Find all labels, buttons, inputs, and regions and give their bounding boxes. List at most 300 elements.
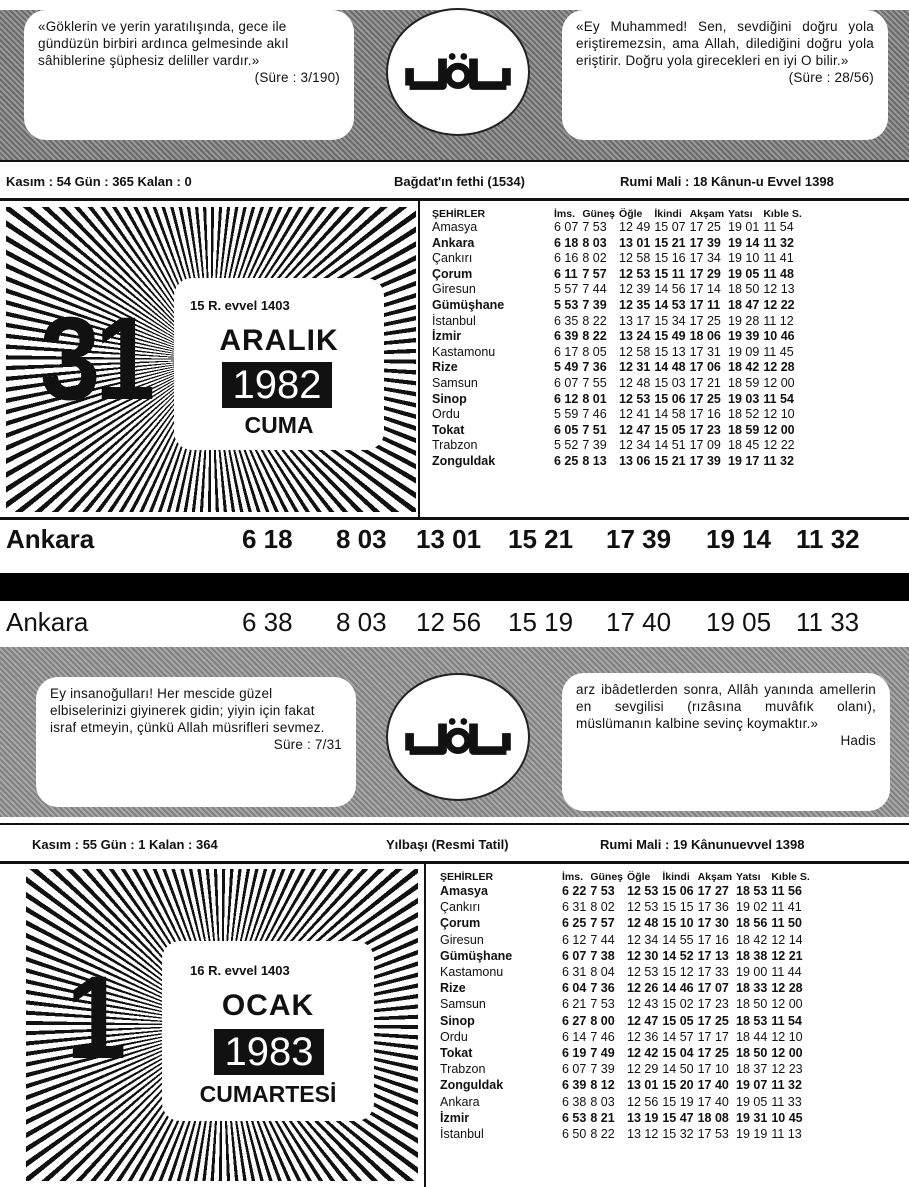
prayer-time: 17 16 xyxy=(689,407,721,422)
prayer-time: 17 21 xyxy=(689,375,721,390)
quote-left-2 xyxy=(36,677,356,807)
table-row xyxy=(440,932,814,948)
strip-time: 19 05 xyxy=(706,607,772,637)
city-name: Samsun xyxy=(440,997,486,1012)
strip-time: 12 56 xyxy=(416,607,482,637)
quote-left-ref: (Süre : 3/190) xyxy=(254,70,340,85)
table-row xyxy=(440,899,814,915)
prayer-time: 7 57 xyxy=(582,266,607,281)
column-header: Güneş xyxy=(590,871,624,883)
city-name: Rize xyxy=(440,981,466,996)
table-row xyxy=(432,438,806,454)
prayer-time: 6 07 xyxy=(562,948,587,963)
prayer-time: 7 36 xyxy=(590,981,615,996)
prayer-time: 15 06 xyxy=(662,884,694,898)
prayer-time: 12 39 xyxy=(619,282,651,297)
prayer-time: 17 25 xyxy=(689,313,721,328)
prayer-time: 18 59 xyxy=(728,375,760,390)
prayer-time: 6 07 xyxy=(554,375,579,390)
prayer-time: 15 06 xyxy=(654,391,686,406)
prayer-time: 12 00 xyxy=(771,997,803,1012)
prayer-time: 6 53 xyxy=(562,1110,587,1125)
prayer-time: 17 53 xyxy=(697,1127,729,1142)
prayer-time: 17 13 xyxy=(697,948,729,963)
column-header: ŞEHİRLER xyxy=(440,871,494,883)
prayer-time: 18 53 xyxy=(736,884,768,898)
prayer-time: 6 25 xyxy=(554,453,579,468)
prayer-time: 11 32 xyxy=(763,235,794,250)
prayer-time: 18 53 xyxy=(736,1013,768,1028)
strip-time: 17 40 xyxy=(606,607,672,637)
table-row xyxy=(432,360,806,376)
table-row xyxy=(440,1110,814,1126)
featured-city-strip-2 xyxy=(6,607,906,643)
prayer-time: 12 14 xyxy=(771,932,803,947)
prayer-time: 10 46 xyxy=(763,329,795,344)
table-row xyxy=(440,964,814,980)
prayer-time: 15 20 xyxy=(662,1078,694,1093)
prayer-time: 17 25 xyxy=(697,1046,729,1061)
strip-time: 11 33 xyxy=(796,607,860,637)
city-name: Trabzon xyxy=(440,1062,486,1077)
city-name: Çorum xyxy=(432,266,473,281)
table-row xyxy=(440,948,814,964)
prayer-time: 5 59 xyxy=(554,407,579,422)
city-name: Rize xyxy=(432,360,458,375)
prayer-time: 11 54 xyxy=(763,220,794,234)
year-badge: 1982 xyxy=(222,362,332,408)
prayer-time: 12 56 xyxy=(627,1094,659,1109)
city-name: Gümüşhane xyxy=(432,297,505,312)
prayer-time: 11 33 xyxy=(771,1094,802,1109)
column-header: Öğle xyxy=(619,208,643,220)
city-name: İstanbul xyxy=(432,313,476,328)
prayer-time: 5 57 xyxy=(554,282,579,297)
city-name: Kastamonu xyxy=(432,344,496,359)
month-name: ARALIK xyxy=(219,324,339,357)
prayer-time: 12 42 xyxy=(627,1046,659,1061)
column-header: Akşam xyxy=(689,208,725,220)
prayer-time: 17 25 xyxy=(697,1013,729,1028)
prayer-time: 17 10 xyxy=(697,1062,729,1077)
dog-publisher-logo-icon-2 xyxy=(386,673,530,801)
prayer-time: 17 36 xyxy=(697,900,729,915)
city-name: Giresun xyxy=(440,932,484,947)
prayer-time: 8 21 xyxy=(590,1110,615,1125)
prayer-time: 6 12 xyxy=(554,391,579,406)
prayer-time: 17 40 xyxy=(697,1078,729,1093)
prayer-time: 12 53 xyxy=(627,884,659,898)
prayer-time: 12 41 xyxy=(619,407,651,422)
prayer-time: 12 47 xyxy=(619,422,651,437)
prayer-time: 8 22 xyxy=(590,1127,615,1142)
prayer-time: 14 53 xyxy=(654,297,686,312)
table-row xyxy=(432,329,806,345)
quote-left xyxy=(24,10,354,140)
city-name: Samsun xyxy=(432,375,478,390)
city-name: Tokat xyxy=(432,422,465,437)
table-row xyxy=(432,282,806,298)
table-row xyxy=(432,314,806,330)
prayer-time: 15 16 xyxy=(654,251,686,266)
column-header: Kıble S. xyxy=(763,208,802,220)
prayer-time: 8 12 xyxy=(590,1078,615,1093)
column-header: İkindi xyxy=(654,208,682,220)
table-row xyxy=(440,883,814,899)
strip-time: 8 03 xyxy=(336,607,387,637)
date-card xyxy=(174,278,384,450)
prayer-time: 11 44 xyxy=(771,965,802,980)
city-name: Sinop xyxy=(440,1013,475,1028)
city-name: Ordu xyxy=(432,407,460,422)
day-number-2: 1 xyxy=(66,952,121,1084)
calendar-page-1 xyxy=(0,0,909,573)
table-row xyxy=(432,220,806,236)
table-row xyxy=(440,996,814,1012)
prayer-time: 18 56 xyxy=(736,916,768,931)
prayer-time: 18 45 xyxy=(728,438,760,453)
prayer-time: 7 39 xyxy=(582,297,607,312)
prayer-time: 13 24 xyxy=(619,329,651,344)
prayer-time: 11 50 xyxy=(771,916,802,931)
prayer-time: 15 19 xyxy=(662,1094,694,1109)
prayer-time: 12 28 xyxy=(763,360,795,375)
prayer-time: 19 05 xyxy=(736,1094,768,1109)
prayer-time: 7 39 xyxy=(590,1062,615,1077)
strip-city: Ankara xyxy=(6,607,89,637)
prayer-time: 7 53 xyxy=(590,884,615,898)
prayer-time: 15 07 xyxy=(654,220,686,234)
prayer-time: 12 48 xyxy=(627,916,659,931)
prayer-time: 8 05 xyxy=(582,344,607,359)
column-header: Güneş xyxy=(582,208,616,220)
page-separator xyxy=(0,573,909,601)
prayer-time: 7 57 xyxy=(590,916,615,931)
table-row xyxy=(432,267,806,283)
prayer-time: 6 31 xyxy=(562,965,587,980)
prayer-time: 15 49 xyxy=(654,329,686,344)
prayer-time: 15 04 xyxy=(662,1046,694,1061)
prayer-time: 14 51 xyxy=(654,438,686,453)
quote-right-text: «Ey Muhammed! Sen, sevdiğini doğru yola eriştiremezsin, ama Allah, dilediğini doğru yola eriştirir. Doğru yola girecekleri en iyi O bilir.» xyxy=(576,19,874,68)
prayer-time: 12 53 xyxy=(627,965,659,980)
prayer-time: 11 48 xyxy=(763,266,794,281)
strip-time: 6 18 xyxy=(242,524,293,554)
prayer-time: 18 37 xyxy=(736,1062,768,1077)
column-header: İkindi xyxy=(662,871,690,883)
table-row xyxy=(432,376,806,392)
prayer-time: 13 12 xyxy=(627,1127,659,1142)
prayer-time: 15 34 xyxy=(654,313,686,328)
prayer-time: 6 39 xyxy=(562,1078,587,1093)
city-name: Sinop xyxy=(432,391,467,406)
prayer-times-table-2 xyxy=(440,871,908,1142)
info-left-2: Kasım : 55 Gün : 1 Kalan : 364 xyxy=(32,837,218,852)
prayer-time: 6 21 xyxy=(562,997,587,1012)
prayer-time: 15 32 xyxy=(662,1127,694,1142)
prayer-time: 17 33 xyxy=(697,965,729,980)
prayer-time: 12 31 xyxy=(619,360,651,375)
prayer-time: 7 38 xyxy=(590,948,615,963)
prayer-time: 19 10 xyxy=(728,251,760,266)
prayer-time: 13 19 xyxy=(627,1110,659,1125)
prayer-time: 18 47 xyxy=(728,297,760,312)
prayer-time: 8 01 xyxy=(582,391,607,406)
strip-city: Ankara xyxy=(6,524,95,554)
prayer-time: 17 40 xyxy=(697,1094,729,1109)
prayer-time: 11 54 xyxy=(771,1013,802,1028)
prayer-time: 11 41 xyxy=(763,251,794,266)
prayer-time: 17 06 xyxy=(689,360,721,375)
prayer-time: 7 51 xyxy=(582,422,607,437)
prayer-time: 6 11 xyxy=(554,266,578,281)
prayer-time: 18 42 xyxy=(728,360,760,375)
prayer-time: 12 53 xyxy=(619,391,651,406)
table-row xyxy=(440,1013,814,1029)
prayer-time: 6 04 xyxy=(562,981,587,996)
prayer-time: 19 00 xyxy=(736,965,768,980)
prayer-time: 15 21 xyxy=(654,235,686,250)
prayer-time: 12 53 xyxy=(619,266,651,281)
prayer-time: 12 23 xyxy=(771,1062,803,1077)
prayer-time: 7 36 xyxy=(582,360,607,375)
strip-time: 13 01 xyxy=(416,524,482,554)
city-name: İzmir xyxy=(432,329,462,344)
quote-right-text-2: arz ibâdetlerden sonra, Allâh yanında amellerin en sevgilisi (rızâsına muvâfık olanı), müslümanın kalbine sevinç koymaktır.» xyxy=(576,682,876,731)
prayer-time: 14 58 xyxy=(654,407,686,422)
column-header: Yatsı xyxy=(728,208,753,220)
prayer-time: 6 18 xyxy=(554,235,579,250)
strip-time: 8 03 xyxy=(336,524,387,554)
prayer-time: 8 03 xyxy=(582,235,607,250)
strip-time: 6 38 xyxy=(242,607,293,637)
prayer-time: 6 22 xyxy=(562,884,587,898)
column-header: Öğle xyxy=(627,871,651,883)
hijri-date-2: 16 R. evvel 1403 xyxy=(190,963,290,978)
city-name: Ankara xyxy=(432,235,475,250)
table-row xyxy=(440,1126,814,1142)
table-row xyxy=(432,345,806,361)
prayer-time: 6 31 xyxy=(562,900,587,915)
prayer-time: 15 12 xyxy=(662,965,694,980)
prayer-time: 17 39 xyxy=(689,235,721,250)
prayer-time: 19 28 xyxy=(728,313,760,328)
prayer-time: 12 13 xyxy=(763,282,795,297)
table-row xyxy=(440,1045,814,1061)
prayer-time: 12 10 xyxy=(763,407,795,422)
prayer-time: 17 31 xyxy=(689,344,721,359)
prayer-time: 12 00 xyxy=(771,1046,803,1061)
quote-left-ref-2: Süre : 7/31 xyxy=(273,737,342,752)
table-row xyxy=(432,298,806,314)
prayer-time: 12 49 xyxy=(619,220,651,234)
prayer-time: 7 49 xyxy=(590,1046,615,1061)
prayer-time: 12 35 xyxy=(619,297,651,312)
prayer-time: 12 58 xyxy=(619,344,651,359)
prayer-time: 12 34 xyxy=(619,438,651,453)
prayer-time: 8 04 xyxy=(590,965,615,980)
prayer-time: 17 30 xyxy=(697,916,729,931)
prayer-time: 5 49 xyxy=(554,360,579,375)
prayer-time: 8 00 xyxy=(590,1013,615,1028)
prayer-time: 19 14 xyxy=(728,235,760,250)
prayer-time: 15 05 xyxy=(662,1013,694,1028)
prayer-time: 15 05 xyxy=(654,422,686,437)
prayer-time: 6 07 xyxy=(562,1062,587,1077)
city-name: Çorum xyxy=(440,916,481,931)
prayer-time: 14 48 xyxy=(654,360,686,375)
prayer-time: 6 39 xyxy=(554,329,579,344)
prayer-time: 8 02 xyxy=(582,251,607,266)
prayer-time: 6 16 xyxy=(554,251,579,266)
info-right-2: Rumi Mali : 19 Kânunuevvel 1398 xyxy=(600,837,805,852)
prayer-time: 12 10 xyxy=(771,1029,803,1044)
weekday-name: CUMA xyxy=(244,412,314,438)
info-center: Bağdat'ın fethi (1534) xyxy=(394,174,525,189)
prayer-time: 17 16 xyxy=(697,932,729,947)
table-row xyxy=(440,1029,814,1045)
quote-right-ref: (Süre : 28/56) xyxy=(788,70,874,85)
prayer-time: 7 55 xyxy=(582,375,607,390)
prayer-time: 7 53 xyxy=(582,220,607,234)
quote-left-text: «Göklerin ve yerin yaratılışında, gece ile gündüzün birbiri ardınca gelmesinde akıl sâhiblerine şüphesiz deliller vardır.» xyxy=(38,19,289,68)
strip-time: 17 39 xyxy=(606,524,672,554)
info-left: Kasım : 54 Gün : 365 Kalan : 0 xyxy=(6,174,192,189)
city-name: Giresun xyxy=(432,282,476,297)
prayer-time: 8 22 xyxy=(582,329,607,344)
prayer-time: 12 43 xyxy=(627,997,659,1012)
prayer-time: 10 45 xyxy=(771,1110,803,1125)
city-name: Ankara xyxy=(440,1094,480,1109)
prayer-time: 17 14 xyxy=(689,282,721,297)
prayer-time: 15 47 xyxy=(662,1110,694,1125)
city-name: Zonguldak xyxy=(440,1078,504,1093)
prayer-time: 12 53 xyxy=(627,900,659,915)
table-row xyxy=(440,1077,814,1093)
prayer-time: 17 34 xyxy=(689,251,721,266)
prayer-time: 18 42 xyxy=(736,932,768,947)
prayer-time: 19 31 xyxy=(736,1110,768,1125)
hijri-date: 15 R. evvel 1403 xyxy=(190,298,290,313)
quote-right-2 xyxy=(562,673,890,811)
city-name: Amasya xyxy=(432,220,478,234)
city-name: Ordu xyxy=(440,1029,468,1044)
prayer-time: 13 06 xyxy=(619,453,651,468)
prayer-time: 11 32 xyxy=(771,1078,802,1093)
prayer-time: 19 19 xyxy=(736,1127,768,1142)
prayer-time: 17 23 xyxy=(697,997,729,1012)
prayer-time: 18 06 xyxy=(689,329,721,344)
prayer-time: 6 27 xyxy=(562,1013,587,1028)
column-header: İms. xyxy=(562,871,584,883)
city-name: Çankırı xyxy=(440,900,481,915)
prayer-time: 11 45 xyxy=(763,344,794,359)
strip-time: 19 14 xyxy=(706,524,772,554)
table-row xyxy=(432,392,806,408)
prayer-time: 18 50 xyxy=(736,997,768,1012)
prayer-time: 12 22 xyxy=(763,297,795,312)
prayer-time: 12 34 xyxy=(627,932,659,947)
prayer-time: 7 46 xyxy=(590,1029,615,1044)
city-name: İzmir xyxy=(440,1110,470,1125)
prayer-time: 12 47 xyxy=(627,1013,659,1028)
prayer-time: 15 03 xyxy=(654,375,686,390)
strip-time: 15 21 xyxy=(508,524,574,554)
prayer-time: 18 38 xyxy=(736,948,768,963)
prayer-time: 17 11 xyxy=(689,297,721,312)
prayer-time: 7 44 xyxy=(590,932,615,947)
city-name: Tokat xyxy=(440,1046,473,1061)
prayer-time: 6 17 xyxy=(554,344,579,359)
prayer-time: 14 52 xyxy=(662,948,694,963)
prayer-time: 6 35 xyxy=(554,313,579,328)
prayer-time: 13 01 xyxy=(627,1078,659,1093)
prayer-time: 19 03 xyxy=(728,391,760,406)
quote-right xyxy=(562,10,888,140)
prayer-time: 17 17 xyxy=(697,1029,729,1044)
prayer-time: 15 11 xyxy=(654,266,685,281)
prayer-time: 6 14 xyxy=(562,1029,587,1044)
prayer-time: 14 57 xyxy=(662,1029,694,1044)
prayer-time: 6 19 xyxy=(562,1046,587,1061)
prayer-time: 19 39 xyxy=(728,329,760,344)
prayer-time: 14 50 xyxy=(662,1062,694,1077)
prayer-time: 5 52 xyxy=(554,438,579,453)
prayer-time: 18 44 xyxy=(736,1029,768,1044)
prayer-time: 12 22 xyxy=(763,438,795,453)
strip-time: 15 19 xyxy=(508,607,574,637)
prayer-time: 7 39 xyxy=(582,438,607,453)
prayer-time: 12 29 xyxy=(627,1062,659,1077)
table-row xyxy=(440,1061,814,1077)
prayer-time: 15 10 xyxy=(662,916,694,931)
prayer-time: 18 50 xyxy=(728,282,760,297)
calendar-page-2 xyxy=(0,601,909,1187)
column-header: Akşam xyxy=(697,871,733,883)
table-row xyxy=(432,407,806,423)
prayer-time: 7 44 xyxy=(582,282,607,297)
prayer-time: 11 56 xyxy=(771,884,802,898)
strip-time: 11 32 xyxy=(796,524,860,554)
prayer-time: 19 17 xyxy=(728,453,760,468)
table-row xyxy=(432,236,806,252)
prayer-time: 7 46 xyxy=(582,407,607,422)
dog-publisher-logo-icon xyxy=(386,8,530,136)
prayer-time: 12 00 xyxy=(763,422,795,437)
prayer-time: 8 22 xyxy=(582,313,607,328)
prayer-time: 6 05 xyxy=(554,422,579,437)
prayer-time: 18 59 xyxy=(728,422,760,437)
table-row xyxy=(440,915,814,931)
prayer-time: 17 39 xyxy=(689,453,721,468)
info-right: Rumi Mali : 18 Kânun-u Evvel 1398 xyxy=(620,174,834,189)
prayer-time: 12 28 xyxy=(771,981,803,996)
column-header: Yatsı xyxy=(736,871,761,883)
prayer-time: 17 09 xyxy=(689,438,721,453)
prayer-time: 5 53 xyxy=(554,297,579,312)
prayer-time: 15 21 xyxy=(654,453,686,468)
prayer-time: 12 26 xyxy=(627,981,659,996)
prayer-time: 18 52 xyxy=(728,407,760,422)
prayer-time: 13 17 xyxy=(619,313,651,328)
prayer-time: 18 08 xyxy=(697,1110,729,1125)
prayer-time: 14 56 xyxy=(654,282,686,297)
prayer-time: 19 02 xyxy=(736,900,768,915)
prayer-time: 19 01 xyxy=(728,220,760,234)
prayer-time: 19 09 xyxy=(728,344,760,359)
prayer-time: 12 21 xyxy=(771,948,803,963)
prayer-time: 8 13 xyxy=(582,453,607,468)
